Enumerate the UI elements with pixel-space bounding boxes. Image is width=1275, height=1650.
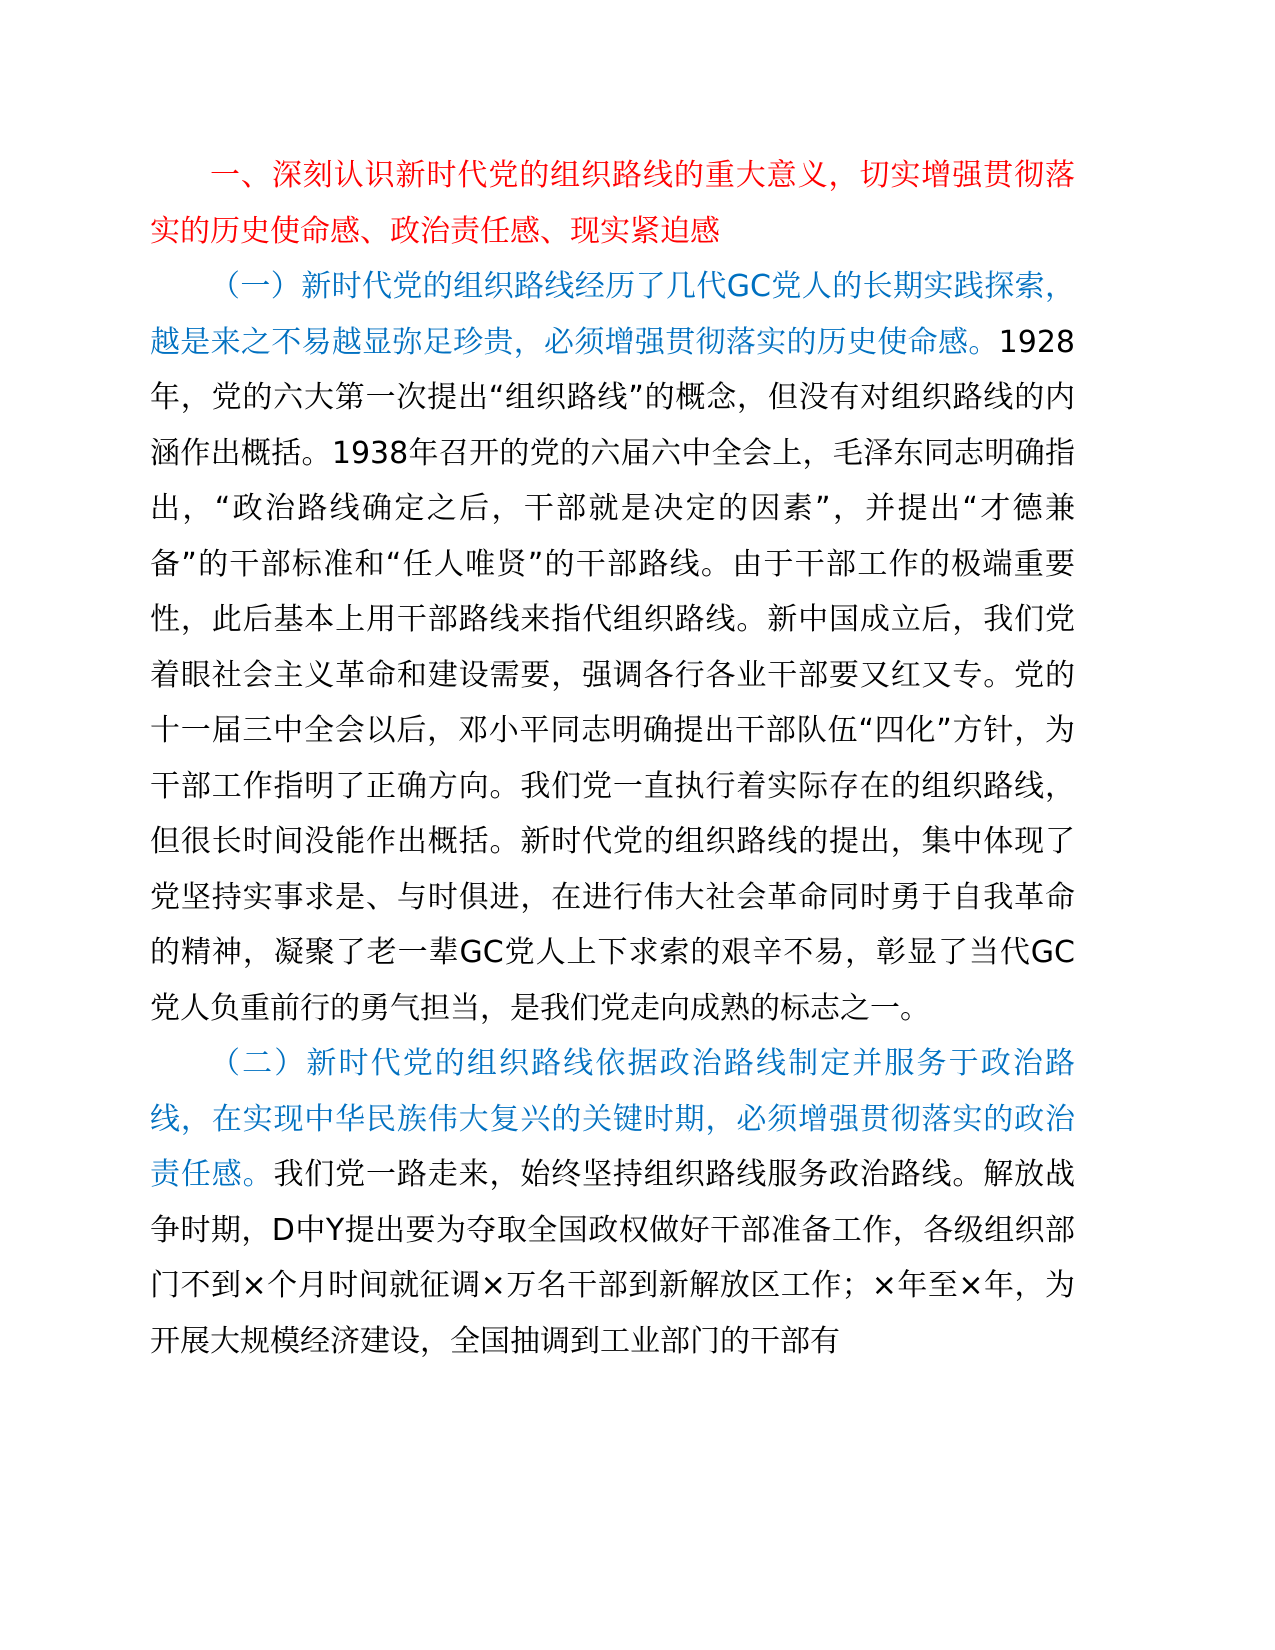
paragraph-1-body: 1928年，党的六大第一次提出“组织路线”的概念，但没有对组织路线的内涵作出概括。1938年召开的党的六届六中全会上，毛泽东同志明确指出，“政治路线确定之后，干部就是决定的因素”，并提出“才德兼备”的干部标准和“任人唯贤”的干部路线。由于干部工作的极端重要性，此后基本上用干部路线来指代组织路线。新中国成立后，我们党着眼社会主义革命和建设需要，强调各行各业干部要又红又专。党的十一届三中全会以后，邓小平同志明确提出干部队伍“四化”方针，为干部工作指明了正确方向。我们党一直执行着实际存在的组织路线，但很长时间没能作出概括。新时代党的组织路线的提出，集中体现了党坚持实事求是、与时俱进，在进行伟大社会革命同时勇于自我革命的精神，凝聚了老一辈GC党人上下求索的艰辛不易，彰显了当代GC党人负重前行的勇气担当，是我们党走向成熟的标志之一。 <box>150 324 1075 1026</box>
paragraph-1 <box>150 259 1075 1036</box>
paragraph-1-subheading: （一）新时代党的组织路线经历了几代GC党人的长期实践探索，越是来之不易越显弥足珍贵，必须增强贯彻落实的历史使命感。 <box>150 269 1075 360</box>
paragraph-2-subheading: （二）新时代党的组织路线依据政治路线制定并服务于政治路线，在实现中华民族伟大复兴的关键时期，必须增强贯彻落实的政治责任感。 <box>150 1046 1075 1192</box>
section-heading: 一、深刻认识新时代党的组织路线的重大意义，切实增强贯彻落实的历史使命感、政治责任感、现实紧迫感 <box>150 158 1075 249</box>
paragraph-2 <box>150 1036 1075 1369</box>
document-page <box>150 148 1075 1369</box>
paragraph-2-body: 我们党一路走来，始终坚持组织路线服务政治路线。解放战争时期，D中Y提出要为夺取全国政权做好干部准备工作，各级组织部门不到×个月时间就征调×万名干部到新解放区工作；×年至×年，为开展大规模经济建设，全国抽调到工业部门的干部有 <box>150 1157 1076 1359</box>
